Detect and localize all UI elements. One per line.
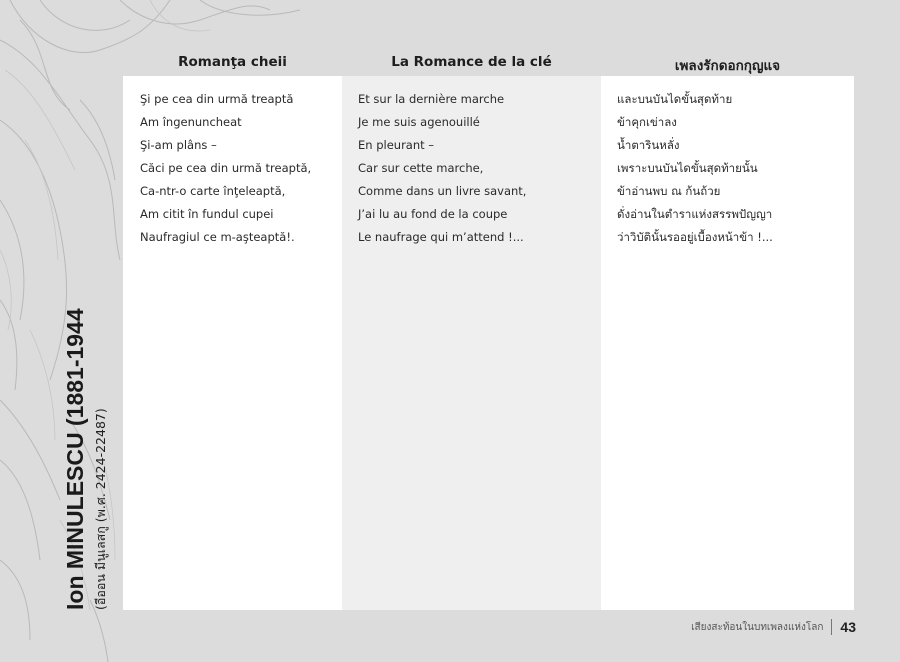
page-footer xyxy=(691,617,856,637)
poem-line: Căci pe cea din urmă treaptă, xyxy=(140,161,312,175)
author-block xyxy=(60,300,112,610)
poem-line: น้ำตารินหลั่ง xyxy=(617,138,680,152)
footer-divider xyxy=(831,619,832,635)
poem-line: Je me suis agenouillé xyxy=(358,115,480,129)
romanian-column-title: Romanţa cheii xyxy=(178,54,287,70)
thai-column-title: เพลงรักดอกกุญแจ xyxy=(674,58,781,74)
poem-line: ดั่งอ่านในตำราแห่งสรรพปัญญา xyxy=(617,207,773,221)
poem-line: และบนบันไดขั้นสุดท้าย xyxy=(617,92,733,106)
poem-line: Şi pe cea din urmă treaptă xyxy=(140,92,294,106)
poem-line: Şi-am plâns – xyxy=(140,138,217,152)
thai-poem xyxy=(617,88,773,249)
poem-line: Comme dans un livre savant, xyxy=(358,184,527,198)
author-name: Ion MINULESCU (1881-1944 xyxy=(62,308,88,610)
poem-line: Et sur la dernière marche xyxy=(358,92,505,106)
poem-line: Am îngenuncheat xyxy=(140,115,242,129)
poem-line: ว่าวิบัตินั้นรออยู่เบื้องหน้าข้า !... xyxy=(617,230,773,244)
poem-line: ข้าอ่านพบ ณ ก้นถ้วย xyxy=(617,184,721,198)
poem-line: J’ai lu au fond de la coupe xyxy=(358,207,508,221)
poem-line: Ca-ntr-o carte înţeleaptă, xyxy=(140,184,286,198)
poem-line: Naufragiul ce m-aşteaptă!. xyxy=(140,230,295,244)
page-number: 43 xyxy=(840,619,856,635)
poem-line: En pleurant – xyxy=(358,138,435,152)
poem-line: ข้าคุกเข่าลง xyxy=(617,115,677,129)
poem-line: Am citit în fundul cupei xyxy=(140,207,274,221)
french-column-title: La Romance de la clé xyxy=(391,54,552,70)
french-poem xyxy=(358,88,526,249)
author-thai-name: (อีออน มีนูเลสกู (พ.ศ. 2424-22487) xyxy=(93,408,108,610)
romanian-poem xyxy=(140,88,311,249)
poem-line: Car sur cette marche, xyxy=(358,161,484,175)
poem-line: เพราะบนบันไดขั้นสุดท้ายนั้น xyxy=(617,161,758,175)
book-title: เสียงสะท้อนในบทเพลงแห่งโลก xyxy=(691,621,824,633)
poem-line: Le naufrage qui m’attend !... xyxy=(358,230,524,244)
